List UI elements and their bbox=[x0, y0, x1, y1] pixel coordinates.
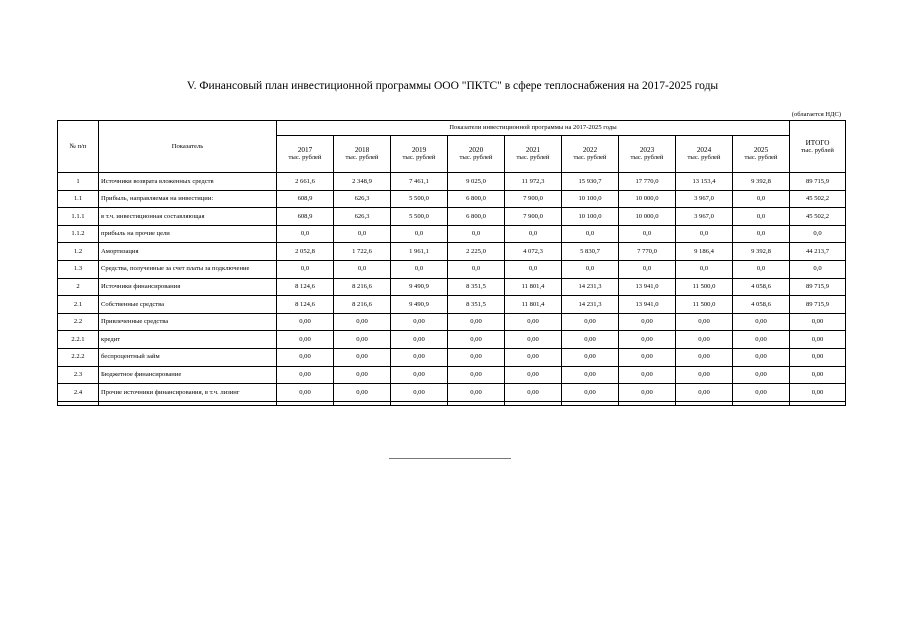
row-value-2020: 0,0 bbox=[448, 260, 505, 278]
row-value-2020: 8 351,5 bbox=[448, 296, 505, 314]
row-value-2022: 0,00 bbox=[562, 384, 619, 402]
row-indicator: в т.ч. инвестиционная составляющая bbox=[99, 208, 277, 226]
table-row bbox=[58, 225, 846, 243]
table-row bbox=[58, 243, 846, 261]
row-value-2021: 0,00 bbox=[505, 313, 562, 331]
table-row bbox=[58, 296, 846, 314]
table-row bbox=[58, 331, 846, 349]
row-value-2022: 14 231,3 bbox=[562, 296, 619, 314]
header-year-label: 2019 bbox=[411, 146, 427, 155]
row-value-2018: 0,0 bbox=[334, 225, 391, 243]
row-value-2021: 0,0 bbox=[505, 260, 562, 278]
row-indicator: Источники финансирования bbox=[99, 278, 277, 296]
row-value-2019: 0,0 bbox=[391, 260, 448, 278]
row-value-2023: 10 000,0 bbox=[619, 190, 676, 208]
row-value-2018: 0,00 bbox=[334, 313, 391, 331]
row-value-2025: 0,00 bbox=[733, 313, 790, 331]
row-value-2025: 0,00 bbox=[733, 348, 790, 366]
header-year-2024 bbox=[676, 136, 733, 173]
row-value-2018: 8 216,6 bbox=[334, 296, 391, 314]
row-value-2019: 7 461,1 bbox=[391, 173, 448, 191]
cut-cell bbox=[505, 401, 562, 405]
cut-cell bbox=[334, 401, 391, 405]
row-value-2017: 0,0 bbox=[277, 260, 334, 278]
header-year-label: 2018 bbox=[354, 146, 370, 155]
row-value-2025: 0,0 bbox=[733, 225, 790, 243]
header-year-2018 bbox=[334, 136, 391, 173]
header-year-unit: тыс. рублей bbox=[687, 154, 721, 162]
header-total-unit: тыс. рублей bbox=[801, 146, 834, 154]
row-value-2017: 8 124,6 bbox=[277, 278, 334, 296]
row-value-2017: 8 124,6 bbox=[277, 296, 334, 314]
row-indicator: Амортизация bbox=[99, 243, 277, 261]
row-value-2019: 0,00 bbox=[391, 348, 448, 366]
row-value-2020: 6 800,0 bbox=[448, 190, 505, 208]
row-value-2023: 0,00 bbox=[619, 384, 676, 402]
row-total: 0,00 bbox=[790, 313, 846, 331]
row-value-2022: 10 100,0 bbox=[562, 190, 619, 208]
header-year-2025 bbox=[733, 136, 790, 173]
row-number: 2.3 bbox=[58, 366, 99, 384]
row-value-2021: 4 072,3 bbox=[505, 243, 562, 261]
row-value-2019: 0,00 bbox=[391, 313, 448, 331]
cut-cell bbox=[277, 401, 334, 405]
row-total: 45 502,2 bbox=[790, 190, 846, 208]
row-value-2022: 10 100,0 bbox=[562, 208, 619, 226]
row-value-2025: 0,0 bbox=[733, 190, 790, 208]
row-indicator: прибыль на прочие цели bbox=[99, 225, 277, 243]
row-value-2021: 0,00 bbox=[505, 366, 562, 384]
page-divider bbox=[389, 458, 511, 459]
table-row bbox=[58, 278, 846, 296]
row-total: 0,00 bbox=[790, 348, 846, 366]
header-total bbox=[790, 121, 846, 173]
cut-cell bbox=[99, 401, 277, 405]
row-value-2017: 0,00 bbox=[277, 384, 334, 402]
row-value-2021: 11 972,3 bbox=[505, 173, 562, 191]
header-total-label: ИТОГО bbox=[805, 138, 830, 147]
row-value-2017: 608,9 bbox=[277, 208, 334, 226]
row-number: 2.2.2 bbox=[58, 348, 99, 366]
header-year-label: 2017 bbox=[297, 146, 313, 155]
row-value-2023: 17 770,0 bbox=[619, 173, 676, 191]
row-value-2018: 0,00 bbox=[334, 331, 391, 349]
row-value-2017: 0,00 bbox=[277, 366, 334, 384]
header-year-2019 bbox=[391, 136, 448, 173]
header-year-label: 2022 bbox=[582, 146, 598, 155]
table-row bbox=[58, 190, 846, 208]
row-indicator: беспроцентный займ bbox=[99, 348, 277, 366]
row-value-2018: 2 348,9 bbox=[334, 173, 391, 191]
header-num: № п/п bbox=[58, 121, 99, 173]
row-value-2024: 11 500,0 bbox=[676, 278, 733, 296]
row-value-2018: 626,3 bbox=[334, 208, 391, 226]
row-value-2024: 13 153,4 bbox=[676, 173, 733, 191]
header-year-unit: тыс. рублей bbox=[288, 154, 322, 162]
row-value-2025: 0,00 bbox=[733, 384, 790, 402]
row-value-2023: 0,0 bbox=[619, 225, 676, 243]
row-value-2018: 8 216,6 bbox=[334, 278, 391, 296]
row-value-2021: 0,00 bbox=[505, 331, 562, 349]
row-total: 45 502,2 bbox=[790, 208, 846, 226]
row-value-2022: 0,00 bbox=[562, 313, 619, 331]
row-value-2017: 0,0 bbox=[277, 225, 334, 243]
row-value-2024: 0,00 bbox=[676, 384, 733, 402]
cut-cell bbox=[619, 401, 676, 405]
cut-cell bbox=[391, 401, 448, 405]
header-year-label: 2020 bbox=[468, 146, 484, 155]
header-year-unit: тыс. рублей bbox=[573, 154, 607, 162]
row-value-2017: 0,00 bbox=[277, 331, 334, 349]
row-value-2025: 0,00 bbox=[733, 331, 790, 349]
row-indicator: Источники возврата вложенных средств bbox=[99, 173, 277, 191]
row-value-2023: 13 941,0 bbox=[619, 278, 676, 296]
row-value-2017: 0,00 bbox=[277, 313, 334, 331]
row-value-2019: 0,00 bbox=[391, 384, 448, 402]
row-indicator: Средства, полученные за счет платы за подключение bbox=[99, 260, 277, 278]
row-value-2021: 0,00 bbox=[505, 348, 562, 366]
row-number: 1 bbox=[58, 173, 99, 191]
row-value-2024: 11 500,0 bbox=[676, 296, 733, 314]
vat-note: (облагается НДС) bbox=[791, 111, 841, 118]
row-value-2018: 0,00 bbox=[334, 348, 391, 366]
row-total: 44 213,7 bbox=[790, 243, 846, 261]
row-value-2018: 0,0 bbox=[334, 260, 391, 278]
header-group: Показатели инвестиционной программы на 2017-2025 годы bbox=[277, 121, 790, 136]
row-value-2024: 9 186,4 bbox=[676, 243, 733, 261]
row-value-2019: 1 961,1 bbox=[391, 243, 448, 261]
row-indicator: кредит bbox=[99, 331, 277, 349]
row-number: 1.2 bbox=[58, 243, 99, 261]
row-value-2018: 626,3 bbox=[334, 190, 391, 208]
table-row bbox=[58, 208, 846, 226]
row-value-2019: 9 490,9 bbox=[391, 278, 448, 296]
financial-plan-table bbox=[57, 120, 846, 406]
row-total: 0,00 bbox=[790, 366, 846, 384]
row-value-2025: 4 058,6 bbox=[733, 278, 790, 296]
cut-cell bbox=[676, 401, 733, 405]
row-value-2021: 11 801,4 bbox=[505, 296, 562, 314]
row-value-2018: 0,00 bbox=[334, 384, 391, 402]
row-value-2022: 0,00 bbox=[562, 366, 619, 384]
row-value-2024: 0,00 bbox=[676, 348, 733, 366]
table-row-cut bbox=[58, 401, 846, 405]
row-value-2021: 0,0 bbox=[505, 225, 562, 243]
row-total: 89 715,9 bbox=[790, 173, 846, 191]
header-year-2017 bbox=[277, 136, 334, 173]
row-value-2021: 7 900,0 bbox=[505, 190, 562, 208]
row-value-2017: 2 052,8 bbox=[277, 243, 334, 261]
header-year-unit: тыс. рублей bbox=[345, 154, 379, 162]
row-value-2020: 9 025,0 bbox=[448, 173, 505, 191]
row-value-2025: 0,00 bbox=[733, 366, 790, 384]
header-year-2020 bbox=[448, 136, 505, 173]
row-indicator: Бюджетное финансирование bbox=[99, 366, 277, 384]
row-value-2022: 5 830,7 bbox=[562, 243, 619, 261]
table-row bbox=[58, 384, 846, 402]
row-value-2020: 0,0 bbox=[448, 225, 505, 243]
row-value-2021: 11 801,4 bbox=[505, 278, 562, 296]
row-value-2020: 6 800,0 bbox=[448, 208, 505, 226]
row-value-2024: 0,00 bbox=[676, 313, 733, 331]
row-value-2018: 0,00 bbox=[334, 366, 391, 384]
row-value-2020: 0,00 bbox=[448, 384, 505, 402]
row-value-2020: 0,00 bbox=[448, 313, 505, 331]
row-value-2025: 4 058,6 bbox=[733, 296, 790, 314]
row-indicator: Прочие источники финансирования, в т.ч. лизинг bbox=[99, 384, 277, 402]
row-number: 2 bbox=[58, 278, 99, 296]
row-value-2019: 0,00 bbox=[391, 331, 448, 349]
row-total: 89 715,9 bbox=[790, 278, 846, 296]
header-year-label: 2021 bbox=[525, 146, 541, 155]
row-number: 2.2.1 bbox=[58, 331, 99, 349]
row-value-2019: 0,00 bbox=[391, 366, 448, 384]
row-value-2020: 0,00 bbox=[448, 348, 505, 366]
row-number: 2.2 bbox=[58, 313, 99, 331]
row-value-2022: 0,0 bbox=[562, 260, 619, 278]
row-number: 1.1.1 bbox=[58, 208, 99, 226]
row-value-2017: 0,00 bbox=[277, 348, 334, 366]
header-indicator: Показатель bbox=[99, 121, 277, 173]
row-value-2024: 3 967,0 bbox=[676, 208, 733, 226]
header-year-unit: тыс. рублей bbox=[516, 154, 550, 162]
row-value-2024: 0,0 bbox=[676, 225, 733, 243]
header-year-label: 2025 bbox=[753, 146, 769, 155]
row-value-2024: 0,00 bbox=[676, 366, 733, 384]
row-indicator: Прибыль, направляемая на инвестиции: bbox=[99, 190, 277, 208]
table-row bbox=[58, 173, 846, 191]
row-total: 89 715,9 bbox=[790, 296, 846, 314]
row-value-2022: 0,0 bbox=[562, 225, 619, 243]
header-year-label: 2023 bbox=[639, 146, 655, 155]
row-value-2022: 0,00 bbox=[562, 348, 619, 366]
row-value-2025: 9 392,8 bbox=[733, 243, 790, 261]
header-year-unit: тыс. рублей bbox=[402, 154, 436, 162]
table-row bbox=[58, 366, 846, 384]
row-value-2024: 3 967,0 bbox=[676, 190, 733, 208]
header-year-2022 bbox=[562, 136, 619, 173]
cut-cell bbox=[790, 401, 846, 405]
row-value-2020: 8 351,5 bbox=[448, 278, 505, 296]
row-number: 2.1 bbox=[58, 296, 99, 314]
table-row bbox=[58, 260, 846, 278]
header-year-unit: тыс. рублей bbox=[744, 154, 778, 162]
cut-cell bbox=[733, 401, 790, 405]
row-value-2020: 2 225,0 bbox=[448, 243, 505, 261]
row-value-2025: 0,0 bbox=[733, 260, 790, 278]
row-value-2023: 0,00 bbox=[619, 331, 676, 349]
row-number: 1.1 bbox=[58, 190, 99, 208]
row-value-2018: 1 722,6 bbox=[334, 243, 391, 261]
row-indicator: Собственные средства bbox=[99, 296, 277, 314]
row-value-2019: 0,0 bbox=[391, 225, 448, 243]
row-total: 0,00 bbox=[790, 331, 846, 349]
row-value-2023: 7 770,0 bbox=[619, 243, 676, 261]
cut-cell bbox=[448, 401, 505, 405]
row-total: 0,00 bbox=[790, 384, 846, 402]
cut-cell bbox=[58, 401, 99, 405]
row-value-2022: 0,00 bbox=[562, 331, 619, 349]
cut-cell bbox=[562, 401, 619, 405]
header-year-2021 bbox=[505, 136, 562, 173]
row-value-2023: 0,00 bbox=[619, 366, 676, 384]
row-value-2019: 5 500,0 bbox=[391, 208, 448, 226]
row-value-2021: 0,00 bbox=[505, 384, 562, 402]
table-row bbox=[58, 313, 846, 331]
row-value-2023: 0,0 bbox=[619, 260, 676, 278]
row-value-2023: 0,00 bbox=[619, 348, 676, 366]
row-value-2023: 13 941,0 bbox=[619, 296, 676, 314]
row-value-2020: 0,00 bbox=[448, 331, 505, 349]
header-year-label: 2024 bbox=[696, 146, 712, 155]
row-number: 2.4 bbox=[58, 384, 99, 402]
row-value-2019: 5 500,0 bbox=[391, 190, 448, 208]
header-year-unit: тыс. рублей bbox=[459, 154, 493, 162]
row-value-2022: 14 231,3 bbox=[562, 278, 619, 296]
row-indicator: Привлеченные средства bbox=[99, 313, 277, 331]
header-year-2023 bbox=[619, 136, 676, 173]
document-title: V. Финансовый план инвестиционной программы ООО "ПКТС" в сфере теплоснабжения на 2017-2025 годы bbox=[186, 80, 719, 92]
row-value-2020: 0,00 bbox=[448, 366, 505, 384]
header-year-unit: тыс. рублей bbox=[630, 154, 664, 162]
row-value-2025: 0,0 bbox=[733, 208, 790, 226]
row-value-2017: 2 661,6 bbox=[277, 173, 334, 191]
table-row bbox=[58, 348, 846, 366]
row-value-2017: 608,9 bbox=[277, 190, 334, 208]
row-total: 0,0 bbox=[790, 260, 846, 278]
row-number: 1.3 bbox=[58, 260, 99, 278]
row-value-2021: 7 900,0 bbox=[505, 208, 562, 226]
row-value-2024: 0,00 bbox=[676, 331, 733, 349]
row-value-2024: 0,0 bbox=[676, 260, 733, 278]
row-value-2023: 10 000,0 bbox=[619, 208, 676, 226]
row-value-2025: 9 392,8 bbox=[733, 173, 790, 191]
row-number: 1.1.2 bbox=[58, 225, 99, 243]
row-value-2019: 9 490,9 bbox=[391, 296, 448, 314]
row-value-2022: 15 930,7 bbox=[562, 173, 619, 191]
row-value-2023: 0,00 bbox=[619, 313, 676, 331]
row-total: 0,0 bbox=[790, 225, 846, 243]
